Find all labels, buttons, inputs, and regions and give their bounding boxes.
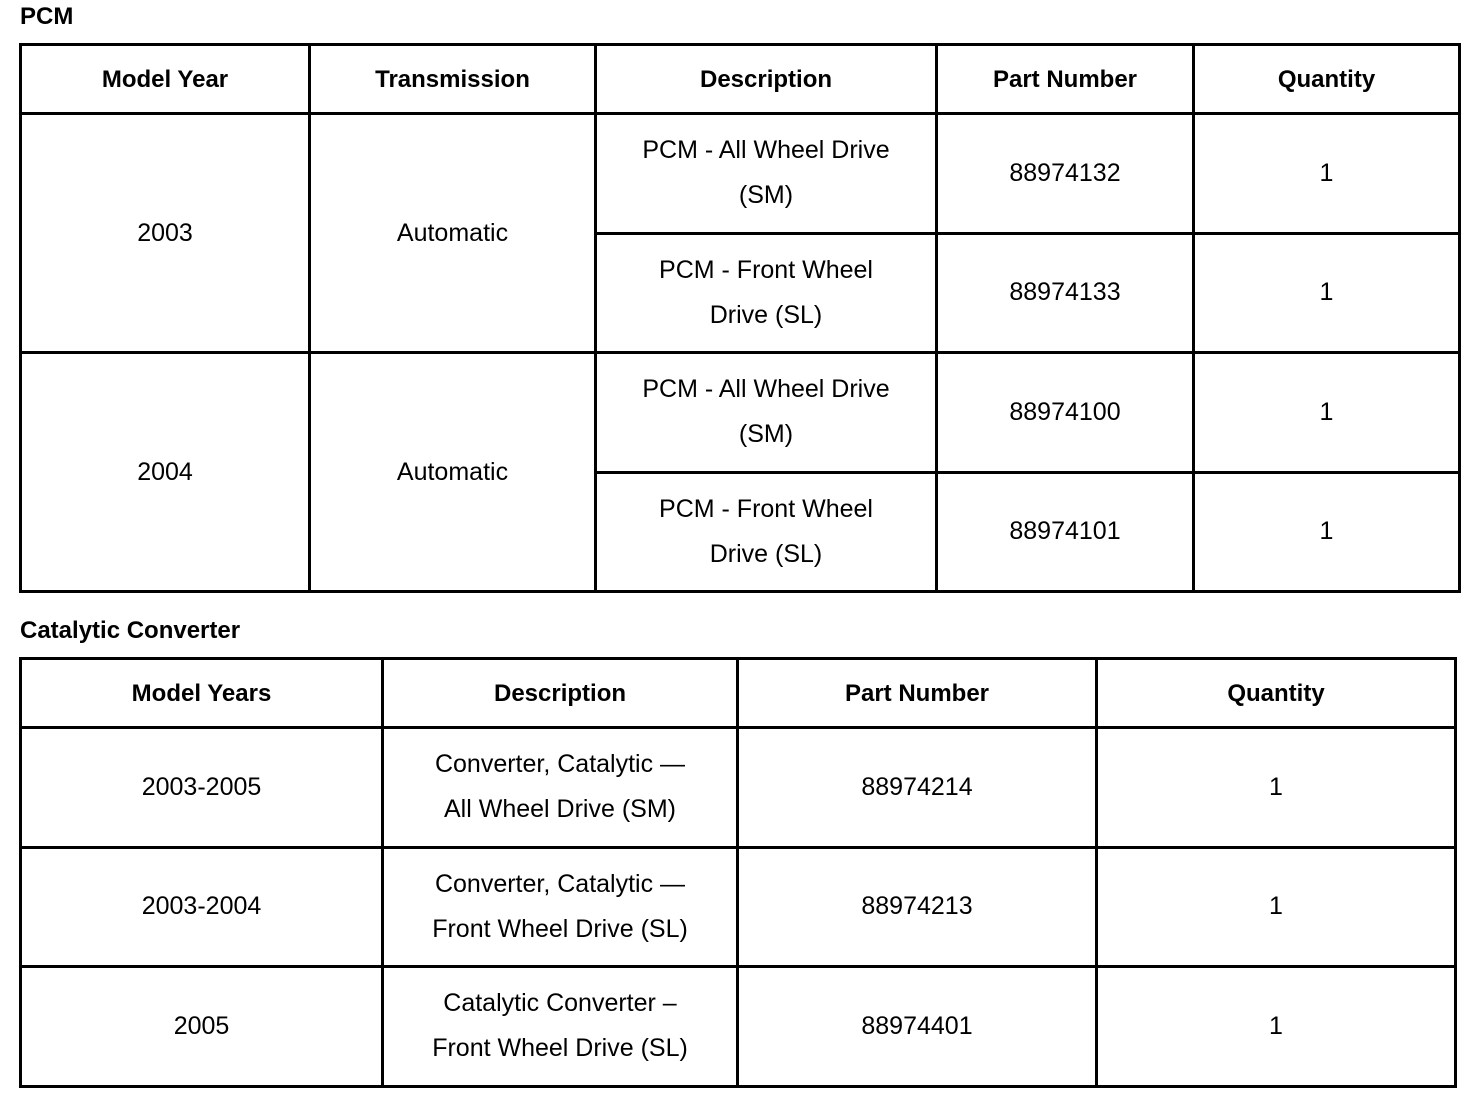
description-line: PCM - Front Wheel — [659, 255, 873, 284]
part-number-cell: 88974100 — [937, 353, 1194, 473]
description-line: PCM - All Wheel Drive — [642, 136, 890, 165]
quantity-cell: 1 — [1194, 472, 1460, 592]
column-header-transmission: Transmission — [310, 45, 596, 114]
pcm-section-title: PCM — [20, 3, 74, 30]
quantity-cell: 1 — [1194, 233, 1460, 353]
description-cell — [383, 847, 738, 967]
description-line: Converter, Catalytic — — [434, 869, 686, 898]
table-row — [21, 967, 1456, 1087]
transmission-cell: Automatic — [310, 353, 596, 592]
column-header-part-number: Part Number — [937, 45, 1194, 114]
column-header-model-year: Model Year — [21, 45, 310, 114]
column-header-model-years: Model Years — [21, 659, 383, 728]
table-header-row — [21, 659, 1456, 728]
description-line: All Wheel Drive (SM) — [444, 795, 676, 824]
pcm-parts-table — [19, 43, 1461, 593]
quantity-cell: 1 — [1097, 967, 1456, 1087]
description-line: Front Wheel Drive (SL) — [432, 914, 688, 943]
table-row — [21, 728, 1456, 848]
description-line: Catalytic Converter – — [443, 989, 677, 1018]
description-cell — [596, 114, 937, 234]
description-cell — [596, 472, 937, 592]
part-number-cell: 88974101 — [937, 472, 1194, 592]
description-line: PCM - Front Wheel — [659, 494, 873, 523]
model-year-cell: 2004 — [21, 353, 310, 592]
part-number-cell: 88974214 — [738, 728, 1097, 848]
description-line: PCM - All Wheel Drive — [642, 375, 890, 404]
column-header-description: Description — [596, 45, 937, 114]
model-years-cell: 2003-2004 — [21, 847, 383, 967]
description-line: (SM) — [738, 420, 794, 449]
catalytic-converter-parts-table — [19, 657, 1457, 1088]
catalytic-converter-section-title: Catalytic Converter — [20, 617, 241, 644]
description-line: Drive (SL) — [709, 300, 823, 329]
description-line: (SM) — [738, 181, 794, 210]
quantity-cell: 1 — [1194, 114, 1460, 234]
description-cell — [596, 353, 937, 473]
description-cell — [383, 967, 738, 1087]
part-number-cell: 88974133 — [937, 233, 1194, 353]
description-cell — [383, 728, 738, 848]
description-line: Drive (SL) — [709, 539, 823, 568]
quantity-cell: 1 — [1097, 847, 1456, 967]
quantity-cell: 1 — [1194, 353, 1460, 473]
table-header-row — [21, 45, 1460, 114]
description-line: Converter, Catalytic — — [434, 750, 686, 779]
model-year-cell: 2003 — [21, 114, 310, 353]
column-header-part-number: Part Number — [738, 659, 1097, 728]
column-header-description: Description — [383, 659, 738, 728]
description-line: Front Wheel Drive (SL) — [432, 1034, 688, 1063]
description-cell — [596, 233, 937, 353]
transmission-cell: Automatic — [310, 114, 596, 353]
model-years-cell: 2003-2005 — [21, 728, 383, 848]
table-row — [21, 114, 1460, 234]
column-header-quantity: Quantity — [1097, 659, 1456, 728]
part-number-cell: 88974213 — [738, 847, 1097, 967]
table-row — [21, 847, 1456, 967]
part-number-cell: 88974401 — [738, 967, 1097, 1087]
quantity-cell: 1 — [1097, 728, 1456, 848]
model-years-cell: 2005 — [21, 967, 383, 1087]
column-header-quantity: Quantity — [1194, 45, 1460, 114]
table-row — [21, 353, 1460, 473]
part-number-cell: 88974132 — [937, 114, 1194, 234]
